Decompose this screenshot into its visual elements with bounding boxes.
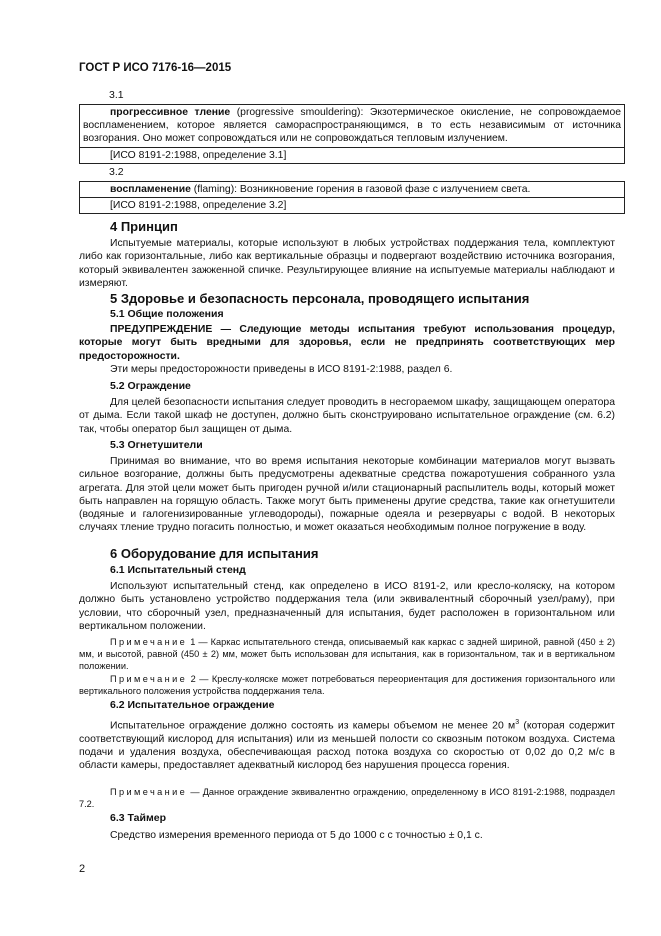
- note-1: [79, 636, 615, 673]
- definition-source: [ИСО 8191-2:1988, определение 3.1]: [80, 148, 624, 164]
- paragraph: Используют испытательный стенд, как определено в ИСО 8191-2, или кресло-коляску, на котором должно быть установлено устройство поддержания тела (или эквивалентный сборочный узел/раму), при условии, что сборочный узел, предназначенный для испытания, будет расположен в горизонтальном или вертикальном положении.: [79, 581, 615, 632]
- paragraph-part: (которая содержит соответствующий кислород для испытания) или из меньшей полости со сквозным потоком воздуха. Система подачи и удаления воздуха, обеспечивающая расход потока воздуха со скоростью от 0,02 до 0,2 м/с в области камеры, предоставляет адекватный кислород без нарушения процесса горения.: [79, 720, 615, 772]
- definition-text: [80, 105, 624, 148]
- term: прогрессивное тление: [110, 107, 231, 118]
- definition-body: (flaming): Возникновение горения в газовой фазе с излучением света.: [190, 184, 531, 195]
- subsection-title-6-2: 6.2 Испытательное ограждение: [110, 699, 275, 711]
- section-title-6: 6 Оборудование для испытания: [110, 546, 319, 561]
- term: воспламенение: [110, 184, 191, 195]
- definition-box-3-1: [79, 104, 625, 164]
- subsection-title-5-1: 5.1 Общие положения: [110, 308, 224, 320]
- paragraph: Эти меры предосторожности приведены в ИСО 8191-2:1988, раздел 6.: [110, 364, 453, 375]
- paragraph: Для целей безопасности испытания следует проводить в несгораемом шкафу, защищающем оператора от дыма. Если такой шкаф не доступен, должно быть сконструировано испытательное ограждение (см. 6.2) так, чтобы оператор был защищен от дыма.: [79, 397, 615, 435]
- definition-body: (progressive smouldering): Экзотермическое окисление, не сопровождаемое воспламенением, которое является самораспространяющимся, в то есть независимым от источника возгорания. Оно может сопровождаться или не сопровождаться тепловым излучением.: [83, 107, 622, 145]
- subsection-title-5-3: 5.3 Огнетушители: [110, 439, 203, 451]
- subsection-title-6-3: 6.3 Таймер: [110, 812, 166, 824]
- note-body: 1 — Каркас испытательного стенда, описываемый как каркас с задней шириной, равной (450 ± 2) мм, и высотой, равной (450 ± 2) мм, может быть использован для испытания, как в горизонтальном, так и в вертикальном положении.: [79, 637, 615, 672]
- document-header: ГОСТ Р ИСО 7176-16—2015: [79, 62, 232, 74]
- definition-box-3-2: [79, 181, 625, 214]
- note-body: 2 — Креслу-коляске может потребоваться переориентация для достижения горизонтального или вертикального положения устройства поддержания тела.: [79, 674, 615, 697]
- paragraph: Средство измерения временного периода от 5 до 1000 с с точностью ± 0,1 с.: [110, 830, 483, 841]
- paragraph: Испытуемые материалы, которые используют в любых устройствах поддержания тела, комплектуют либо как горизонтальные, либо как вертикальные образцы и подвергают воздействию источника возгорания, который эквивалентен зажженной спичке. Результирующее влияние на испытуемые материалы наблюдают и измеряют.: [79, 238, 615, 289]
- superscript: 3: [515, 719, 520, 726]
- subsection-title-6-1: 6.1 Испытательный стенд: [110, 564, 246, 576]
- definition-text: [80, 182, 624, 198]
- subsection-title-5-2: 5.2 Ограждение: [110, 380, 191, 392]
- warning-text: ПРЕДУПРЕЖДЕНИЕ — Следующие методы испытания требуют использования процедур, которые могут быть вредными для здоровья, если не предпринять соответствующих мер предосторожности.: [79, 324, 615, 362]
- note-3: [79, 786, 615, 810]
- definition-source: [ИСО 8191-2:1988, определение 3.2]: [80, 198, 624, 214]
- page-number: 2: [79, 863, 86, 875]
- definition-number: 3.1: [109, 89, 124, 101]
- note-2: [79, 673, 615, 697]
- paragraph-part: Испытательное ограждение должно состоять из камеры объемом не менее 20 м: [110, 720, 516, 732]
- note-label: Примечание: [110, 674, 188, 684]
- section-title-4: 4 Принцип: [110, 219, 178, 234]
- paragraph: Принимая во внимание, что во время испытания некоторые комбинации материалов могут вызвать сильное возгорание, должны быть предусмотрены адекватные средства пожаротушения собранного узла агрегата. Для этой цели может быть пригоден ручной и/или стационарный распылитель воды, который может быть направлен на горящую область. Также могут быть применены другие средства, такие как огнетушители (водяные и галогенизированные углеводороды), пожарные одеяла и резервуары с водой. В некоторых случаях тление трудно погасить полностью, и может оказаться необходимым полное погружение в воду.: [79, 456, 615, 534]
- definition-number: 3.2: [109, 166, 124, 178]
- section-title-5: 5 Здоровье и безопасность персонала, проводящего испытания: [110, 291, 530, 306]
- paragraph: [79, 716, 615, 773]
- note-body: — Данное ограждение эквивалентно ограждению, определенному в ИСО 8191-2:1988, подраздел 7.2.: [79, 787, 615, 810]
- note-label: Примечание: [110, 637, 188, 647]
- note-label: Примечание: [110, 787, 188, 797]
